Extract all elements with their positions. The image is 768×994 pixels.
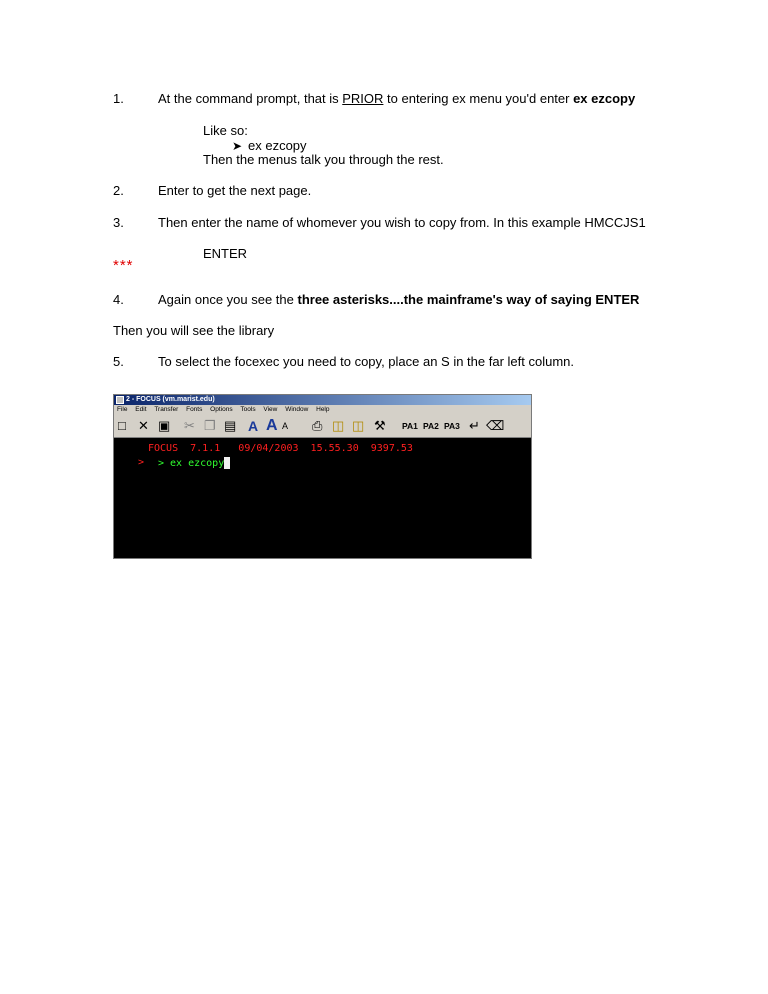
status-line: FOCUS 7.1.1 09/04/2003 15.55.30 9397.53 [148,443,413,454]
menu-window[interactable]: Window [285,406,309,413]
terminal-screenshot [113,394,532,559]
arrow-bullet-icon: ➤ [232,139,243,153]
step-3-text: Then enter the name of whomever you wish to copy from. In this example HMCCJS1 [158,215,646,230]
step-4-pre: Again once you see the [158,292,298,307]
font-icon[interactable]: A [248,418,259,434]
pa2-button[interactable]: PA2 [423,421,439,431]
step-3-number: 3. [113,215,124,230]
cut-icon[interactable]: ✂ [184,418,195,433]
asterisks: *** [113,257,134,274]
like-so-text: Like so: [203,123,248,138]
step-5-text: To select the focexec you need to copy, place an S in the far left column. [158,354,574,369]
enter-key-icon[interactable]: ↵ [469,418,480,433]
text-cursor [224,457,230,469]
window-app-icon [116,396,124,404]
library-text: Then you will see the library [113,323,275,338]
step-4-number: 4. [113,292,124,307]
step-1-underlined: PRIOR [342,91,384,106]
menu-options[interactable]: Options [210,406,233,413]
step-1-bold: ex ezcopy [573,91,636,106]
command-text: > ex ezcopy [158,458,225,469]
step-1-number: 1. [113,91,124,106]
erase-icon[interactable]: ⌫ [486,418,505,433]
window-menubar [114,405,531,415]
font-larger-icon[interactable]: A [266,417,278,434]
print-icon[interactable]: ⎙ [312,418,323,433]
step-2-number: 2. [113,183,124,198]
save-icon[interactable]: ▣ [158,418,171,433]
font-smaller-icon[interactable]: A [282,421,289,431]
step-1-mid: to entering ex menu you'd enter [383,91,574,106]
bullet-text: ex ezcopy [248,138,307,153]
menu-help[interactable]: Help [316,406,330,413]
step-1-text [158,91,635,106]
menu-fonts[interactable]: Fonts [186,406,203,413]
step-4-bold: three asterisks....the mainframe's way of saying ENTER [297,292,640,307]
copy-icon[interactable]: ❐ [204,418,216,433]
menu-tools[interactable]: Tools [240,406,256,413]
connect-icon[interactable]: □ [118,418,126,433]
tools-icon[interactable]: ⚒ [374,418,386,433]
send-file-icon[interactable]: ◫ [332,418,345,433]
menu-view[interactable]: View [263,406,278,413]
paste-icon[interactable]: ▤ [224,418,237,433]
receive-file-icon[interactable]: ◫ [352,418,365,433]
step-5-number: 5. [113,354,124,369]
menus-text: Then the menus talk you through the rest. [203,152,444,167]
menu-transfer[interactable]: Transfer [154,406,179,413]
window-toolbar [114,415,531,438]
enter-label: ENTER [203,246,248,261]
step-4-text [158,292,639,307]
window-titlebar [114,395,531,405]
menu-edit[interactable]: Edit [135,406,147,413]
pa3-button[interactable]: PA3 [444,421,460,431]
bullet-item [232,138,307,153]
menu-file[interactable]: File [117,406,128,413]
pa1-button[interactable]: PA1 [402,421,418,431]
disconnect-icon[interactable]: ✕ [138,418,149,433]
prompt-marker: > [138,457,145,468]
window-title: 2 - FOCUS (vm.marist.edu) [126,396,215,403]
command-line[interactable] [158,457,230,469]
step-2-text: Enter to get the next page. [158,183,312,198]
terminal-screen[interactable] [114,438,531,558]
step-1-pre: At the command prompt, that is [158,91,343,106]
